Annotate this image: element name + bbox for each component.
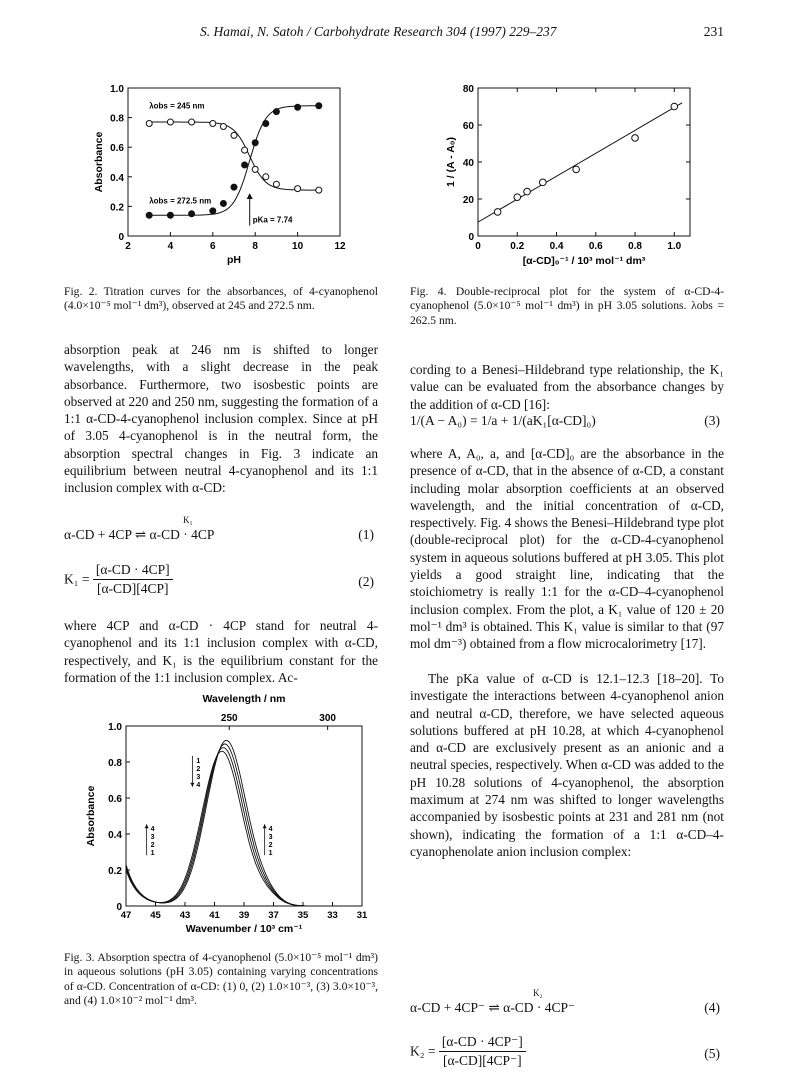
right-curve-label: 1 bbox=[268, 850, 273, 858]
page-number: 231 bbox=[703, 24, 724, 39]
equation-3-number: (3) bbox=[704, 413, 720, 428]
series-272nm-point bbox=[242, 162, 248, 168]
series-272nm-point bbox=[231, 184, 237, 190]
equation-5-denominator: [α-CD][4CP⁻] bbox=[442, 1053, 522, 1068]
data-point bbox=[539, 179, 546, 186]
x-tick-label: 10 bbox=[292, 241, 304, 252]
equation-4 bbox=[410, 988, 724, 1016]
equation-4-text: α-CD + 4CP⁻ ⇌ α-CD · 4CP⁻ bbox=[410, 1000, 576, 1015]
x-tick-label: 0.4 bbox=[549, 241, 564, 252]
y-tick-label: 80 bbox=[462, 84, 474, 95]
series-272nm-point bbox=[295, 104, 301, 110]
equation-2-lhs: K₁ = bbox=[64, 571, 90, 587]
equation-1-number: (1) bbox=[358, 527, 374, 542]
series-245nm-point bbox=[220, 123, 226, 129]
equation-4-number: (4) bbox=[704, 1000, 720, 1015]
fit-line bbox=[478, 103, 682, 222]
series-245nm-point bbox=[189, 119, 195, 125]
equation-5-number: (5) bbox=[704, 1046, 720, 1061]
y-tick-label: 0.8 bbox=[108, 758, 122, 769]
series-272nm-point bbox=[167, 212, 173, 218]
right-column-paragraph-1: cording to a Benesi–Hildebrand type relationship, the K₁ value can be evaluated from the absorbance changes by the addition of α-CD [16]: bbox=[410, 362, 724, 412]
series-272nm-point bbox=[220, 200, 226, 206]
annotation-272nm: λobs = 272.5 nm bbox=[149, 196, 212, 206]
y-tick-label: 0.4 bbox=[108, 830, 122, 841]
pka-arrowhead bbox=[247, 193, 253, 199]
series-245nm-point bbox=[231, 132, 237, 138]
x-axis-label: Wavenumber / 10³ cm⁻¹ bbox=[185, 923, 303, 935]
series-272nm-point bbox=[263, 121, 269, 127]
x-tick-label: 39 bbox=[238, 910, 250, 921]
equation-4-constant: K₂ bbox=[533, 988, 543, 998]
y-tick-label: 0.8 bbox=[110, 113, 124, 125]
series-245nm-point bbox=[167, 119, 173, 125]
x-tick-label: 37 bbox=[268, 910, 279, 921]
series-245nm-point bbox=[273, 181, 279, 187]
equation-5 bbox=[410, 1034, 724, 1069]
annotation-245nm: λobs = 245 nm bbox=[149, 101, 205, 111]
equation-3 bbox=[410, 413, 724, 429]
left-column-paragraph-2: where 4CP and α-CD · 4CP stand for neutral 4-cyanophenol and its 1:1 inclusion complex with α-CD, respectively, and K₁ is the equilibrium constant for the formation of the 1:1 inclusion complex. Ac- bbox=[64, 618, 378, 685]
equation-2-number: (2) bbox=[358, 574, 374, 589]
peak-curve-label: 4 bbox=[196, 781, 201, 789]
series-245nm-point bbox=[252, 166, 258, 172]
left-curve-label: 2 bbox=[150, 842, 155, 850]
left-curve-label: 4 bbox=[150, 826, 155, 834]
chart-top-axis-title: Wavelength / nm bbox=[202, 693, 286, 705]
figure-2-caption: Fig. 2. Titration curves for the absorbances, of 4-cyanophenol (4.0×10⁻⁵ mol⁻¹ dm³), observed at 245 and 272.5 nm. bbox=[64, 285, 378, 313]
figure-3-caption: Fig. 3. Absorption spectra of 4-cyanophenol (5.0×10⁻⁵ mol⁻¹ dm³) in aqueous solutions (pH 3.05) containing varying concentrations of α-CD. Concentration of α-CD: (1) 0, (2) 1.0×10⁻³, (3) 3.0×10⁻³, and (4) 1.0×10⁻² mol⁻¹ dm³. bbox=[64, 951, 378, 1008]
series-245nm-point bbox=[210, 121, 216, 127]
equation-3-text: 1/(A − A₀) = 1/a + 1/(aK₁[α-CD]₀) bbox=[410, 413, 596, 428]
figure-2-titration-chart bbox=[90, 80, 360, 280]
y-tick-label: 0.6 bbox=[110, 143, 124, 155]
x-tick-label: 4 bbox=[167, 241, 174, 252]
top-tick-label: 300 bbox=[319, 713, 336, 724]
y-tick-label: 1.0 bbox=[110, 84, 124, 95]
right-curve-label: 2 bbox=[268, 842, 273, 850]
x-tick-label: 6 bbox=[210, 241, 216, 252]
y-tick-label: 20 bbox=[462, 195, 474, 206]
data-point bbox=[573, 166, 580, 173]
equation-2-denominator: [α-CD][4CP] bbox=[96, 581, 169, 596]
x-tick-label: 43 bbox=[179, 910, 191, 921]
left-curve-label: 3 bbox=[150, 834, 155, 842]
peak-curve-arrowhead bbox=[190, 783, 194, 787]
equation-1-constant: K₁ bbox=[183, 515, 193, 525]
series-245nm-point bbox=[146, 121, 152, 127]
x-tick-label: 45 bbox=[150, 910, 161, 921]
data-point bbox=[524, 188, 531, 195]
series-245nm-point bbox=[242, 147, 248, 153]
y-tick-label: 0 bbox=[118, 232, 124, 243]
annotation-pka: pKa = 7.74 bbox=[252, 215, 293, 225]
equation-2 bbox=[64, 562, 378, 597]
peak-curve-label: 1 bbox=[196, 757, 201, 765]
x-tick-label: 47 bbox=[120, 910, 132, 921]
y-tick-label: 0.6 bbox=[108, 794, 122, 805]
figure-3-absorption-spectra bbox=[80, 692, 380, 942]
x-tick-label: 0.8 bbox=[628, 241, 642, 252]
x-axis-label: pH bbox=[227, 254, 241, 266]
peak-curve-label: 2 bbox=[196, 765, 201, 773]
data-point bbox=[671, 103, 678, 110]
right-column-paragraph-2: where A, A₀, a, and [α-CD]₀ are the absorbance in the presence of α-CD, that in the absence of α-CD, a constant including molar absorption coefficients at an observed wavelength, and the initial concentration of α-CD, respectively. Fig. 4 shows the Benesi–Hildebrand type plot (double-reciprocal plot) for the α-CD-4-cyanophenol system in aqueous solutions buffered at pH 3.05. This plot yields a good straight line, indicating that the stoichiometry is really 1:1 for the α-CD–4-cyanophenol inclusion complex. From the plot, a K₁ value of 120 ± 20 mol⁻¹ dm³ is obtained. This K₁ value is similar to that (97 mol dm⁻³) obtained from a flow microcalorimetry [17]. bbox=[410, 446, 724, 652]
y-tick-label: 1.0 bbox=[108, 722, 122, 733]
y-tick-label: 0 bbox=[116, 902, 122, 913]
left-curve-arrowhead bbox=[145, 824, 149, 828]
y-tick-label: 0.4 bbox=[110, 172, 124, 184]
spectrum-curve-2 bbox=[126, 748, 358, 906]
x-tick-label: 41 bbox=[209, 910, 220, 921]
y-axis-label: Absorbance bbox=[93, 131, 105, 193]
x-tick-label: 31 bbox=[356, 910, 368, 921]
series-245nm-point bbox=[316, 187, 322, 193]
x-axis-label: [α-CD]₀⁻¹ / 10³ mol⁻¹ dm³ bbox=[522, 255, 646, 267]
y-tick-label: 40 bbox=[462, 158, 474, 169]
figure-4-caption: Fig. 4. Double-reciprocal plot for the system of α-CD-4-cyanophenol (5.0×10⁻⁵ mol⁻¹ dm³) in pH 3.05 solutions. λobs = 262.5 nm. bbox=[410, 285, 724, 327]
left-curve-label: 1 bbox=[150, 850, 155, 858]
series-272nm-point bbox=[146, 212, 152, 218]
x-tick-label: 2 bbox=[125, 241, 131, 252]
right-curve-label: 3 bbox=[268, 834, 273, 842]
series-245nm-point bbox=[263, 174, 269, 180]
data-point bbox=[514, 194, 521, 201]
equation-5-lhs: K₂ = bbox=[410, 1043, 436, 1059]
running-head: S. Hamai, N. Satoh / Carbohydrate Research 304 (1997) 229–237 bbox=[200, 24, 557, 39]
right-curve-arrowhead bbox=[263, 824, 267, 828]
equation-5-numerator: [α-CD · 4CP⁻] bbox=[439, 1034, 526, 1052]
x-tick-label: 8 bbox=[252, 241, 258, 252]
peak-curve-label: 3 bbox=[196, 773, 201, 781]
plot-frame bbox=[478, 88, 690, 236]
x-tick-label: 33 bbox=[327, 910, 338, 921]
x-tick-label: 12 bbox=[334, 241, 346, 252]
series-272nm-point bbox=[316, 103, 322, 109]
series-272nm-point bbox=[273, 109, 279, 115]
equation-2-numerator: [α-CD · 4CP] bbox=[93, 562, 173, 580]
x-tick-label: 0.2 bbox=[510, 241, 525, 252]
y-tick-label: 0 bbox=[468, 232, 474, 243]
equation-1 bbox=[64, 515, 378, 543]
y-tick-label: 0.2 bbox=[108, 866, 122, 877]
data-point bbox=[494, 209, 501, 216]
x-tick-label: 35 bbox=[297, 910, 309, 921]
series-245nm-point bbox=[295, 186, 301, 192]
spectrum-curve-3 bbox=[126, 744, 358, 906]
y-axis-label: 1 / (A - A₀) bbox=[445, 136, 457, 188]
series-272nm-point bbox=[189, 211, 195, 217]
figure-4-reciprocal-plot bbox=[440, 80, 700, 280]
plot-frame bbox=[126, 726, 362, 906]
series-272nm-point bbox=[210, 208, 216, 214]
x-tick-label: 0 bbox=[475, 241, 481, 252]
data-point bbox=[632, 135, 639, 142]
spectrum-curve-1 bbox=[126, 751, 358, 906]
spectrum-curve-4 bbox=[126, 740, 358, 906]
right-curve-label: 4 bbox=[268, 826, 273, 834]
x-tick-label: 0.6 bbox=[588, 241, 603, 252]
equation-5-fraction bbox=[439, 1034, 526, 1069]
equation-1-text: α-CD + 4CP ⇌ α-CD · 4CP bbox=[64, 527, 215, 542]
y-tick-label: 60 bbox=[462, 121, 474, 132]
right-column-paragraph-3: The pKa value of α-CD is 12.1–12.3 [18–20]. To investigate the interactions between 4-cyanophenol anion and neutral α-CD, therefore, we have selected aqueous solutions buffered at pH 10.28, at which 4-cyanophenol and α-CD are exclusively present as an anionic and a neutral species, respectively. When α-CD was added to the pH 10.28 solutions of 4-cyanophenol, the absorption maximum at 274 nm was shifted to longer wavelengths accompanied by isosbestic points at 231 and 281 nm (not shown), indicating the formation of a 1:1 α-CD–4-cyanophenolate anion inclusion complex: bbox=[410, 671, 724, 859]
series-272nm-point bbox=[252, 140, 258, 146]
y-tick-label: 0.2 bbox=[110, 202, 124, 214]
top-tick-label: 250 bbox=[220, 713, 238, 724]
y-axis-label: Absorbance bbox=[85, 785, 97, 847]
left-column-paragraph-1: absorption peak at 246 nm is shifted to longer wavelengths, with a slight decrease in the peak absorbance. Furthermore, two isosbestic points are observed at 220 and 250 nm, suggesting the formation of a 1:1 α-CD-4-cyanophenol inclusion complex. Since at pH of 3.05 4-cyanophenol is in the neutral form, the absorption spectral changes in Fig. 3 indicate an equilibrium between neutral 4-cyanophenol and its 1:1 inclusion complex with α-CD: bbox=[64, 342, 378, 496]
equation-2-fraction bbox=[93, 562, 173, 597]
x-tick-label: 1.0 bbox=[667, 241, 682, 252]
